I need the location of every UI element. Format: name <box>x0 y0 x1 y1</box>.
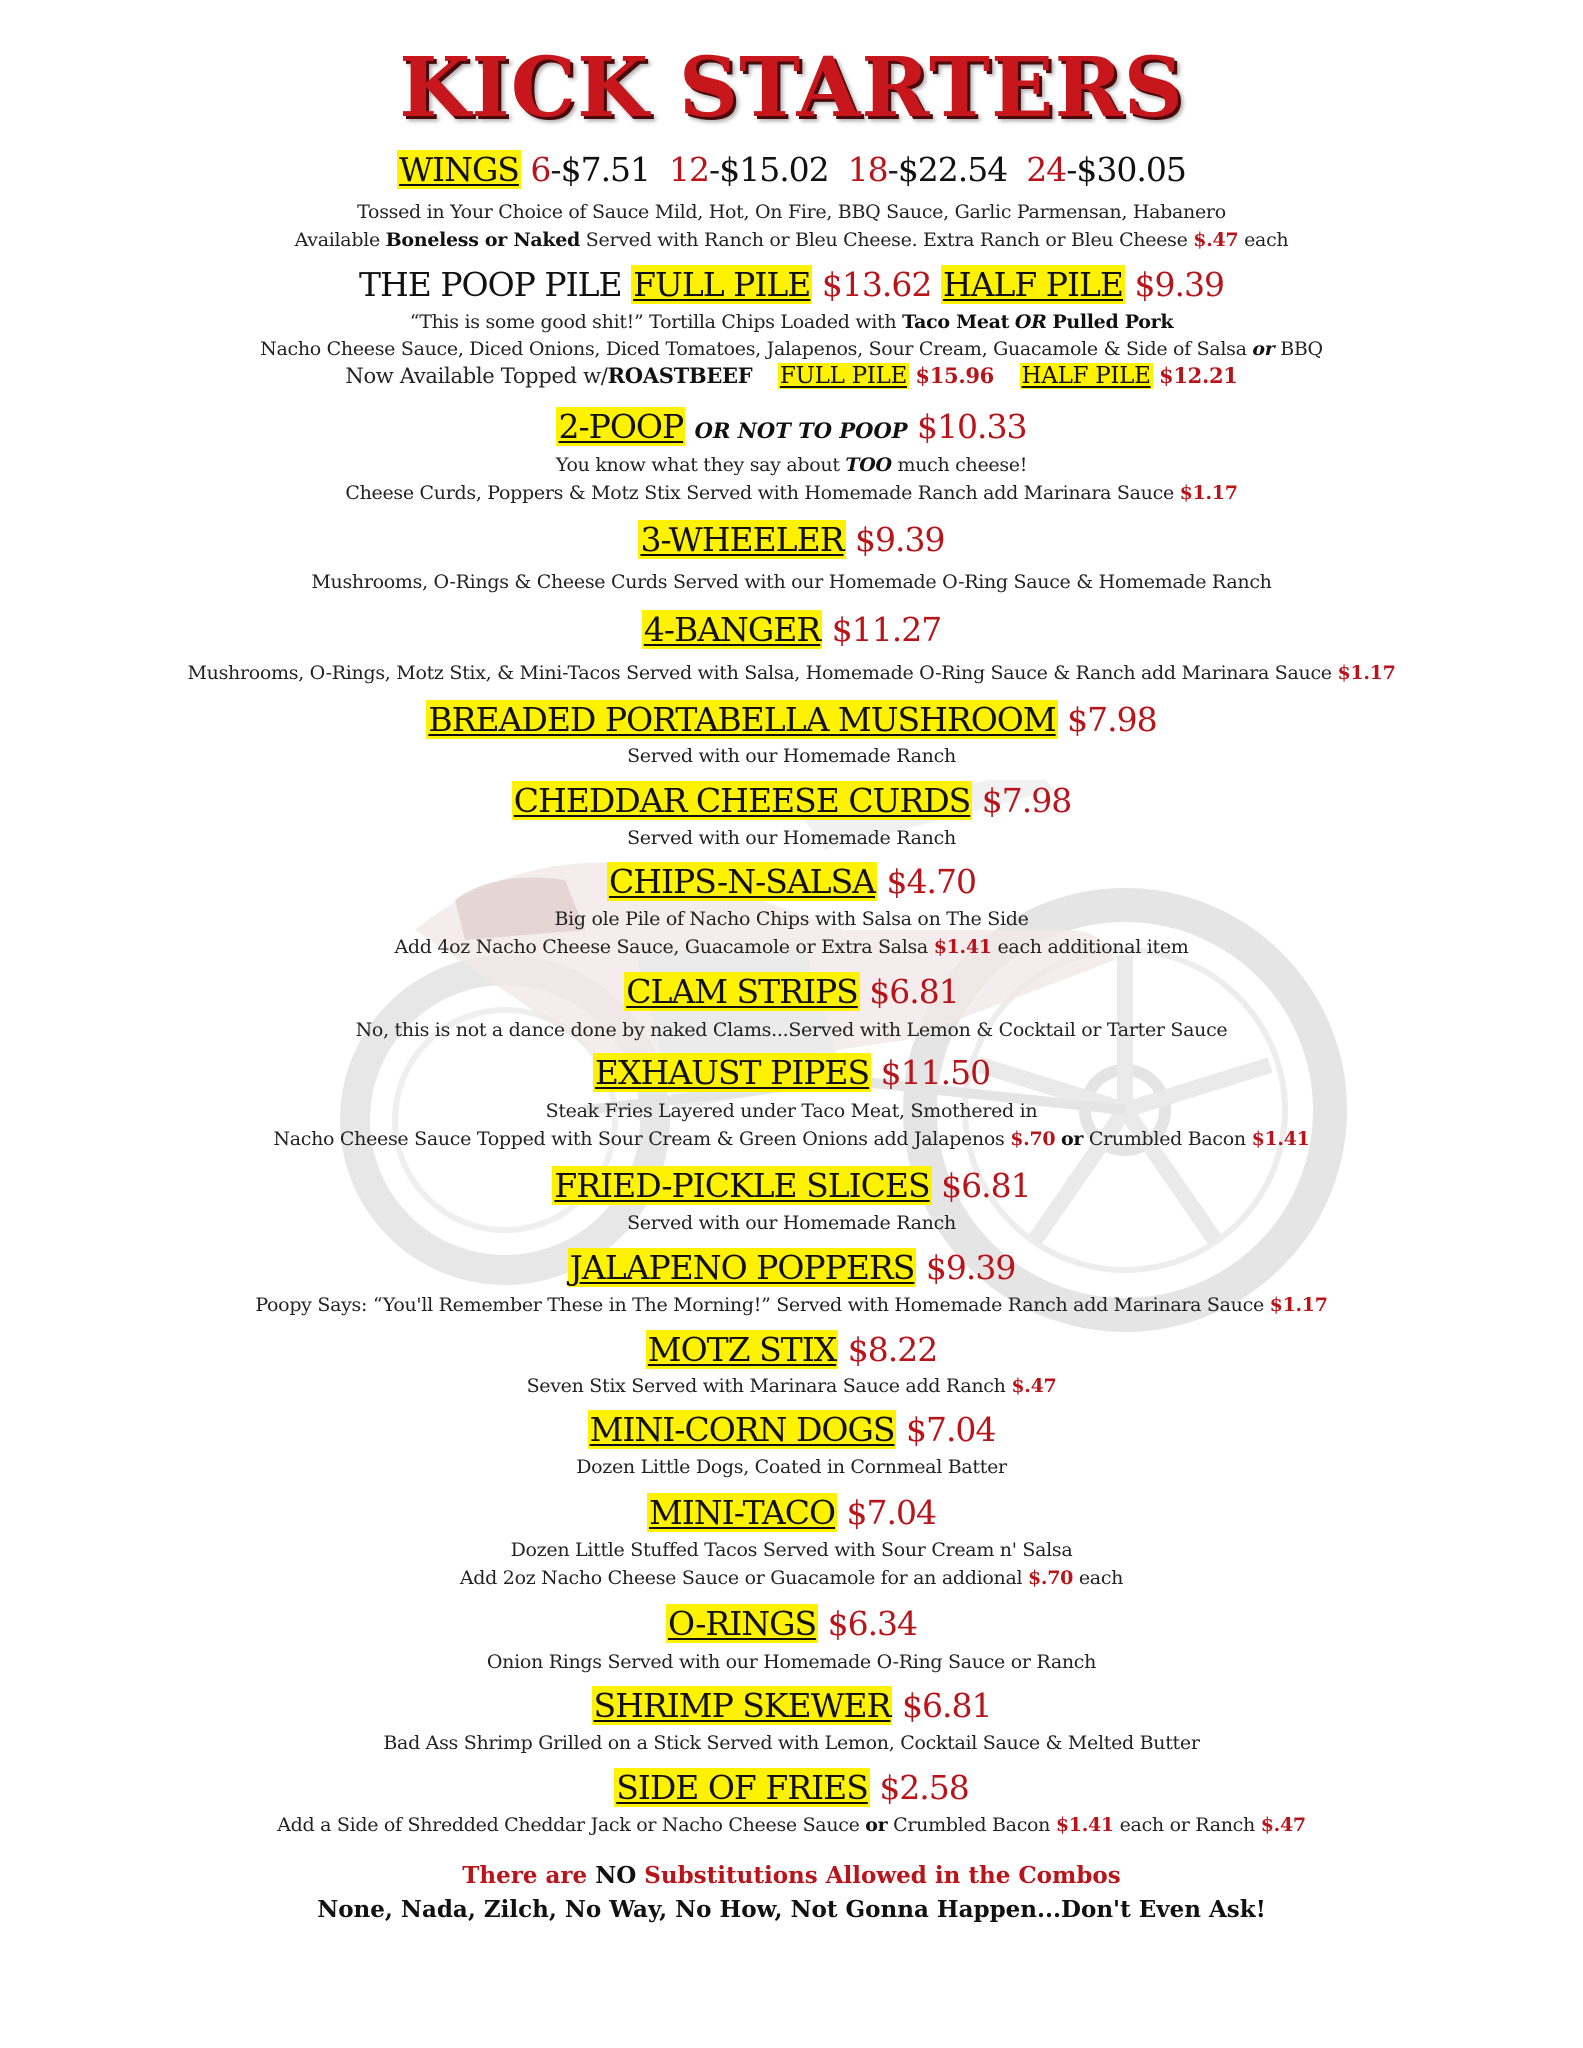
orings-heading <box>0 1604 1583 1644</box>
three-wheeler-name: 3-WHEELER <box>640 520 844 559</box>
poppers-desc: Poopy Says: “You'll Remember These in The Morning!” Served with Homemade Ranch add Marinara Sauce $1.17 <box>255 1294 1328 1316</box>
wings-qty-3: 18 <box>847 150 888 189</box>
footer-line-1: There are NO Substitutions Allowed in the Combos <box>462 1862 1121 1889</box>
curds-name: CHEDDAR CHEESE CURDS <box>513 781 971 820</box>
chips-desc-1: Big ole Pile of Nacho Chips with Salsa on The Side <box>554 908 1029 930</box>
wings-heading: WINGS 6-$7.51 12-$15.02 18-$22.54 24-$30.05 <box>399 150 1186 189</box>
pickle-heading <box>0 1166 1583 1206</box>
curds-heading <box>0 781 1583 821</box>
minitaco-desc-2: Add 2oz Nacho Cheese Sauce or Guacamole for an addional $.70 each <box>459 1567 1124 1589</box>
exhaust-name: EXHAUST PIPES <box>594 1053 870 1092</box>
two-poop-sub: OR NOT TO POOP <box>694 418 908 443</box>
poop-pile-heading <box>0 265 1583 305</box>
wings-price-1: $7.51 <box>560 150 651 189</box>
exhaust-price: $11.50 <box>880 1053 991 1092</box>
motz-name: MOTZ STIX <box>647 1330 837 1369</box>
motz-price: $8.22 <box>847 1330 938 1369</box>
orings-desc: Onion Rings Served with our Homemade O-Ring Sauce or Ranch <box>486 1651 1097 1673</box>
four-banger-desc: Mushrooms, O-Rings, Motz Stix, & Mini-Tacos Served with Salsa, Homemade O-Ring Sauce & Ranch add Marinara Sauce $1.17 <box>187 662 1396 684</box>
exhaust-desc-1: Steak Fries Layered under Taco Meat, Smothered in <box>545 1100 1038 1122</box>
corndogs-desc: Dozen Little Dogs, Coated in Cornmeal Batter <box>576 1456 1007 1478</box>
pickle-name: FRIED-PICKLE SLICES <box>554 1166 930 1205</box>
two-poop-desc-2: Cheese Curds, Poppers & Motz Stix Served with Homemade Ranch add Marinara Sauce $1.17 <box>345 482 1238 504</box>
shrimp-price: $6.81 <box>901 1686 992 1725</box>
exhaust-heading <box>0 1053 1583 1093</box>
wings-qty-1: 6 <box>530 150 551 189</box>
four-banger-price: $11.27 <box>831 610 942 649</box>
motz-desc: Seven Stix Served with Marinara Sauce add Ranch $.47 <box>526 1375 1057 1397</box>
clam-desc: No, this is not a dance done by naked Clams...Served with Lemon & Cocktail or Tarter Sauce <box>355 1019 1228 1041</box>
chips-name: CHIPS-N-SALSA <box>608 862 876 901</box>
full-pile-price: $13.62 <box>821 265 932 304</box>
exhaust-desc-2: Nacho Cheese Sauce Topped with Sour Cream & Green Onions add Jalapenos $.70 or Crumbled Bacon $1.41 <box>273 1128 1310 1150</box>
two-poop-heading <box>0 407 1583 451</box>
fries-price: $2.58 <box>879 1768 969 1807</box>
half-pile-price: $9.39 <box>1134 265 1224 304</box>
portabella-name: BREADED PORTABELLA MUSHROOM <box>428 700 1056 739</box>
corndogs-heading <box>0 1410 1583 1450</box>
minitaco-heading <box>0 1493 1583 1533</box>
footer-line-2: None, Nada, Zilch, No Way, No How, Not Gonna Happen...Don't Even Ask! <box>317 1896 1266 1923</box>
half-pile-label: HALF PILE <box>942 265 1124 304</box>
four-banger-name: 4-BANGER <box>643 610 821 649</box>
orings-price: $6.34 <box>827 1604 918 1643</box>
shrimp-heading <box>0 1686 1583 1726</box>
page-title: KICK STARTERS <box>399 40 1184 136</box>
three-wheeler-desc: Mushrooms, O-Rings & Cheese Curds Served with our Homemade O-Ring Sauce & Homemade Ranch <box>311 571 1272 593</box>
poop-pile-desc-2: Nacho Cheese Sauce, Diced Onions, Diced Tomatoes, Jalapenos, Sour Cream, Guacamole & Side of Salsa or BBQ <box>260 338 1323 360</box>
full-pile-label: FULL PILE <box>633 265 811 304</box>
poppers-name: JALAPENO POPPERS <box>569 1248 915 1287</box>
wings-desc-2: Available Boneless or Naked Served with Ranch or Bleu Cheese. Extra Ranch or Bleu Cheese $.47 each <box>294 229 1289 251</box>
poop-pile-name: THE POOP PILE <box>358 265 622 304</box>
portabella-desc: Served with our Homemade Ranch <box>627 745 956 767</box>
corndogs-name: MINI-CORN DOGS <box>589 1410 895 1449</box>
motz-heading <box>0 1330 1583 1370</box>
pickle-desc: Served with our Homemade Ranch <box>627 1212 956 1234</box>
curds-price: $7.98 <box>981 781 1072 820</box>
three-wheeler-heading <box>0 520 1583 560</box>
minitaco-desc-1: Dozen Little Stuffed Tacos Served with Sour Cream n' Salsa <box>510 1539 1073 1561</box>
poop-pile-desc-3: Now Available Topped w/ROASTBEEF FULL PILE $15.96 HALF PILE $12.21 <box>345 363 1238 389</box>
two-poop-price: $10.33 <box>917 407 1027 446</box>
wings-price-2: $15.02 <box>719 150 829 189</box>
poppers-heading <box>0 1248 1583 1288</box>
poop-pile-desc-1: “This is some good shit!” Tortilla Chips Loaded with Taco Meat OR Pulled Pork <box>409 311 1174 333</box>
minitaco-price: $7.04 <box>846 1493 937 1532</box>
fries-heading <box>0 1768 1583 1808</box>
curds-desc: Served with our Homemade Ranch <box>627 827 956 849</box>
wings-qty-2: 12 <box>669 150 710 189</box>
clam-heading <box>0 972 1583 1012</box>
four-banger-heading <box>0 610 1583 650</box>
wings-name: WINGS <box>399 150 519 189</box>
fries-desc: Add a Side of Shredded Cheddar Jack or Nacho Cheese Sauce or Crumbled Bacon $1.41 each or Ranch $.47 <box>277 1814 1306 1836</box>
three-wheeler-price: $9.39 <box>855 520 945 559</box>
portabella-price: $7.98 <box>1067 700 1157 739</box>
clam-price: $6.81 <box>869 972 959 1011</box>
shrimp-desc: Bad Ass Shrimp Grilled on a Stick Served with Lemon, Cocktail Sauce & Melted Butter <box>383 1732 1200 1754</box>
orings-name: O-RINGS <box>667 1604 817 1643</box>
fries-name: SIDE OF FRIES <box>616 1768 868 1807</box>
two-poop-desc-1: You know what they say about TOO much cheese! <box>555 454 1028 476</box>
two-poop-name: 2-POOP <box>558 407 684 446</box>
chips-desc-2: Add 4oz Nacho Cheese Sauce, Guacamole or Extra Salsa $1.41 each additional item <box>394 936 1189 958</box>
wings-qty-4: 24 <box>1026 150 1067 189</box>
pickle-price: $6.81 <box>941 1166 1031 1205</box>
wings-price-4: $30.05 <box>1076 150 1186 189</box>
wings-price-3: $22.54 <box>897 150 1008 189</box>
minitaco-name: MINI-TACO <box>648 1493 836 1532</box>
clam-name: CLAM STRIPS <box>626 972 858 1011</box>
chips-heading <box>0 862 1583 902</box>
chips-price: $4.70 <box>886 862 977 901</box>
wings-desc-1: Tossed in Your Choice of Sauce Mild, Hot, On Fire, BBQ Sauce, Garlic Parmensan, Habanero <box>357 201 1226 223</box>
shrimp-name: SHRIMP SKEWER <box>593 1686 891 1725</box>
poppers-price: $9.39 <box>925 1248 1016 1287</box>
portabella-heading <box>0 700 1583 740</box>
corndogs-price: $7.04 <box>905 1410 996 1449</box>
